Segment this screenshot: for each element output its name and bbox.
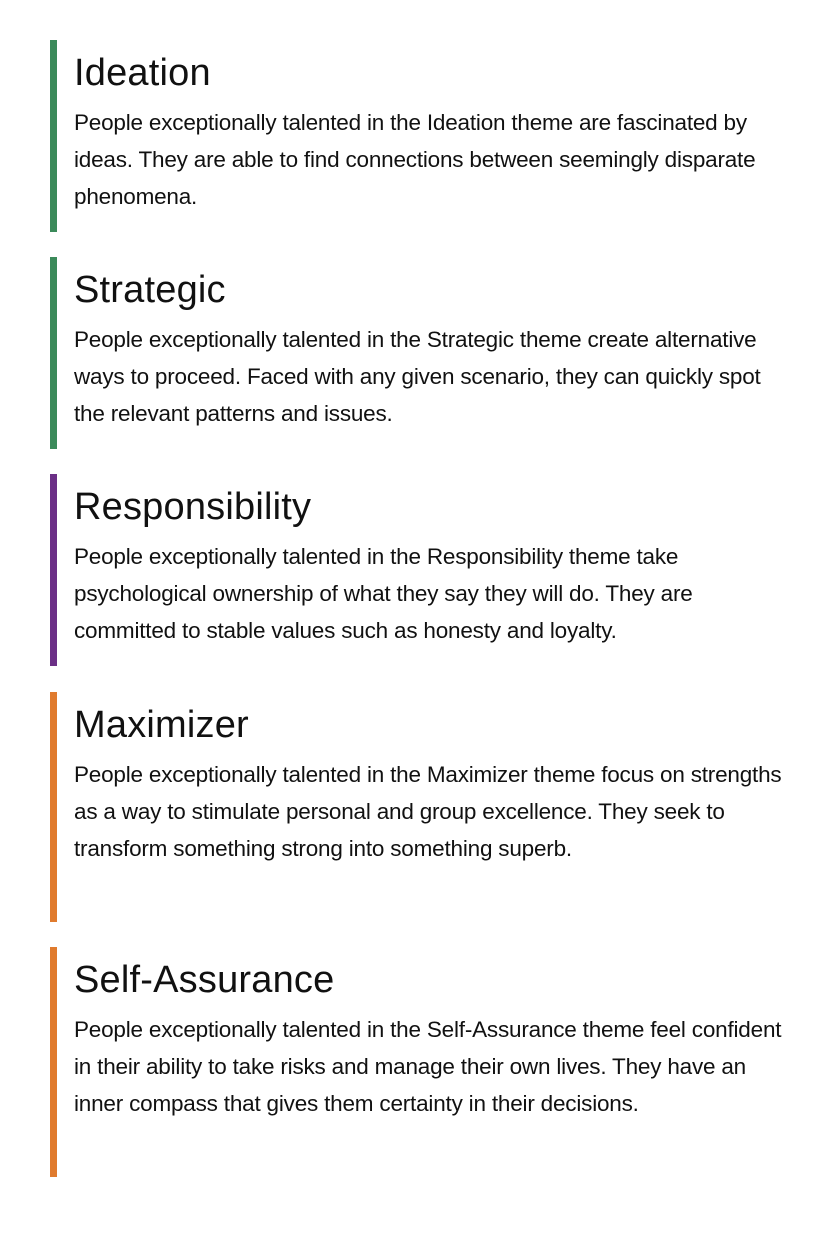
theme-title: Strategic [74, 269, 226, 311]
theme-card-responsibility [50, 474, 790, 666]
theme-description: People exceptionally talented in the Strategic theme create alternative ways to proceed. Faced with any given scenario, they can quickly spot the relevant patterns and issues. [74, 327, 761, 426]
theme-title: Self-Assurance [74, 959, 335, 1001]
theme-title: Maximizer [74, 704, 249, 746]
theme-title: Responsibility [74, 486, 312, 528]
theme-card-strategic [50, 257, 790, 449]
theme-description: People exceptionally talented in the Maximizer theme focus on strengths as a way to stimulate personal and group excellence. They seek to transform something strong into something superb. [74, 762, 782, 861]
theme-card-ideation [50, 40, 790, 232]
theme-card-maximizer [50, 692, 790, 922]
theme-title: Ideation [74, 52, 211, 94]
theme-description: People exceptionally talented in the Ideation theme are fascinated by ideas. They are able to find connections between seemingly disparate phenomena. [74, 110, 756, 209]
theme-description: People exceptionally talented in the Self-Assurance theme feel confident in their ability to take risks and manage their own lives. They have an inner compass that gives them certainty in their decisions. [74, 1017, 782, 1116]
theme-card-self-assurance [50, 947, 790, 1177]
theme-description: People exceptionally talented in the Responsibility theme take psychological ownership of what they say they will do. They are committed to stable values such as honesty and loyalty. [74, 544, 693, 643]
